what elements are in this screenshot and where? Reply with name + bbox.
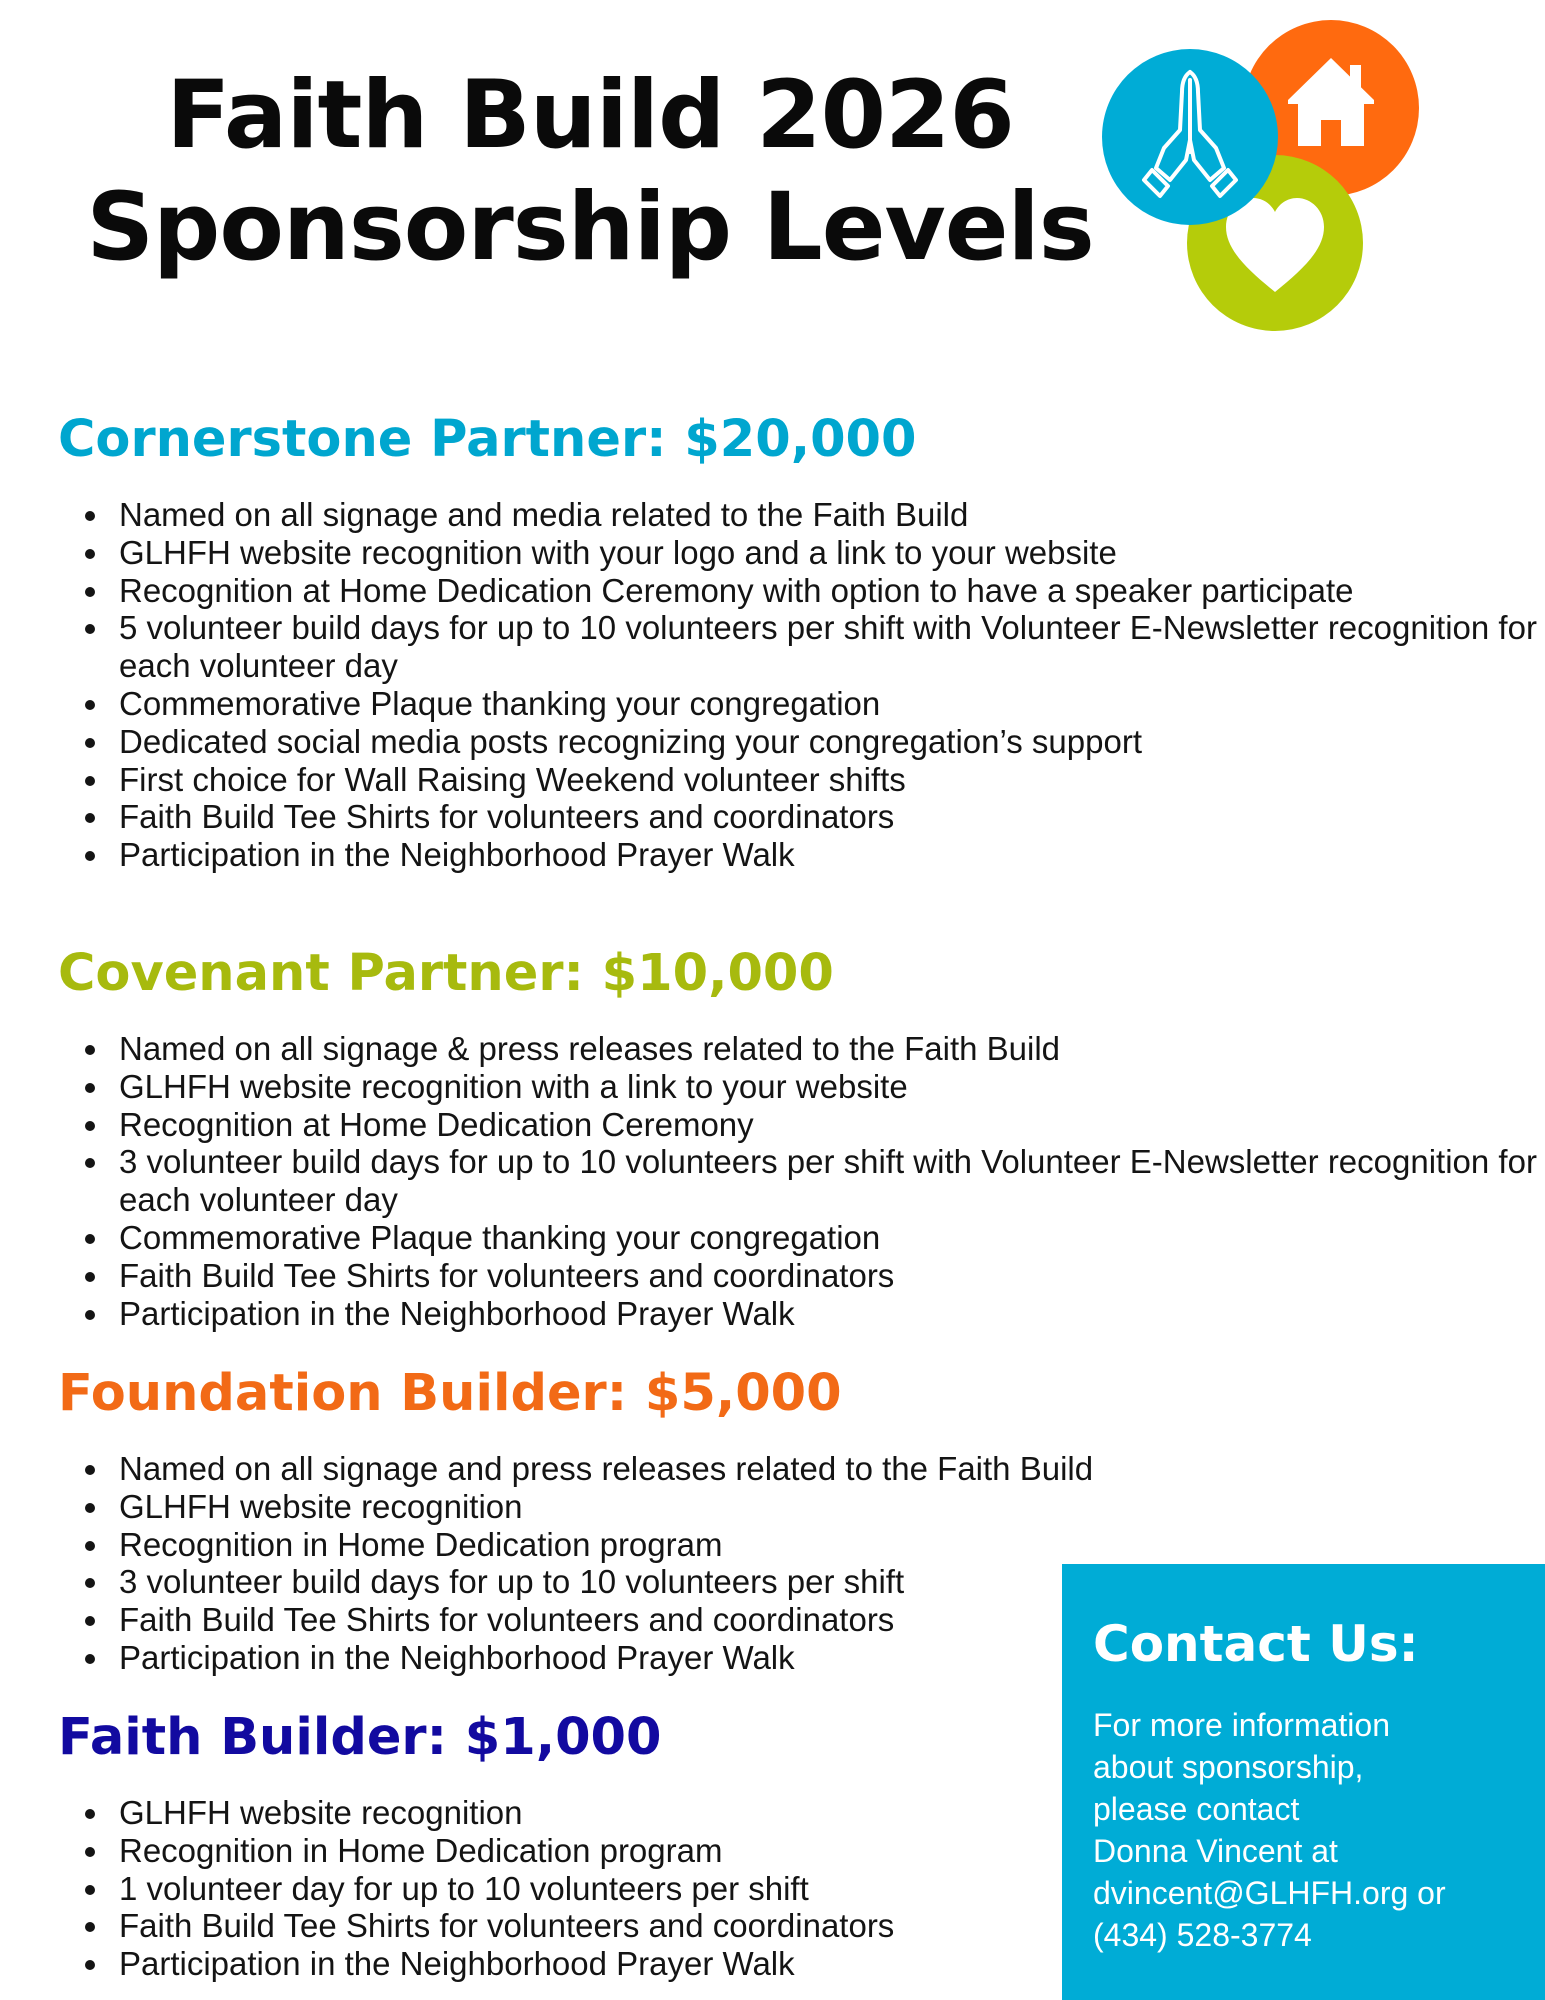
list-item: Dedicated social media posts recognizing your congregation’s support [58,723,1519,761]
list-item: Faith Build Tee Shirts for volunteers and coordinators [58,1907,1519,1945]
list-item: GLHFH website recognition with a link to your website [58,1068,1519,1106]
list-item: 3 volunteer build days for up to 10 volunteers per shift with Volunteer E-Newsletter recognition for each volunteer day [58,1143,1545,1219]
list-item: Recognition in Home Dedication program [58,1526,1519,1564]
list-item: Recognition in Home Dedication program [58,1832,1519,1870]
list-item: Faith Build Tee Shirts for volunteers and coordinators [58,1601,1519,1639]
title-line-1: Faith Build 2026 [166,61,1014,170]
list-item: Commemorative Plaque thanking your congregation [58,1219,1519,1257]
list-item: Named on all signage and media related to the Faith Build [58,496,1519,534]
tier-covenant [58,944,1545,1332]
contact-body [1093,1704,1545,1956]
list-item: 3 volunteer build days for up to 10 volunteers per shift [58,1563,1519,1601]
list-item: GLHFH website recognition [58,1794,1519,1832]
contact-line: about sponsorship, [1093,1749,1364,1785]
tier-cornerstone [58,410,1545,874]
contact-box [1062,1564,1545,2000]
list-item: Participation in the Neighborhood Prayer Walk [58,1945,1519,1983]
tier-heading: Faith Builder: $1,000 [58,1708,662,1767]
list-item: Participation in the Neighborhood Prayer Walk [58,1639,1519,1677]
list-item: Participation in the Neighborhood Prayer Walk [58,1295,1519,1333]
contact-line: please contact [1093,1791,1300,1827]
tier-heading: Foundation Builder: $5,000 [58,1364,842,1423]
list-item: Commemorative Plaque thanking your congregation [58,685,1519,723]
contact-name: Donna Vincent at [1093,1833,1338,1869]
list-item: GLHFH website recognition with your logo and a link to your website [58,534,1519,572]
tier-heading: Covenant Partner: $10,000 [58,944,834,1003]
list-item: GLHFH website recognition [58,1488,1519,1526]
list-item: Faith Build Tee Shirts for volunteers and coordinators [58,798,1519,836]
title-line-2: Sponsorship Levels [86,173,1094,282]
faith-build-logo [1098,20,1428,332]
contact-line: For more information [1093,1707,1390,1743]
list-item: Named on all signage & press releases related to the Faith Build [58,1030,1519,1068]
list-item: Recognition at Home Dedication Ceremony with option to have a speaker participate [58,572,1409,610]
tier-heading: Cornerstone Partner: $20,000 [58,410,917,469]
list-item: 1 volunteer day for up to 10 volunteers per shift [58,1870,1519,1908]
contact-phone[interactable]: (434) 528-3774 [1093,1917,1312,1953]
contact-email[interactable]: dvincent@GLHFH.org or [1093,1875,1446,1911]
page-header [0,60,1180,284]
list-item: Named on all signage and press releases related to the Faith Build [58,1450,1519,1488]
benefits-list [58,1030,1545,1332]
list-item: Faith Build Tee Shirts for volunteers and coordinators [58,1257,1519,1295]
benefits-list [58,496,1545,874]
praying-hands-icon [1102,49,1278,225]
list-item: 5 volunteer build days for up to 10 volunteers per shift with Volunteer E-Newsletter recognition for each volunteer day [58,609,1545,685]
contact-heading: Contact Us: [1093,1615,1419,1673]
list-item: Recognition at Home Dedication Ceremony [58,1106,1519,1144]
list-item: First choice for Wall Raising Weekend volunteer shifts [58,761,1519,799]
list-item: Participation in the Neighborhood Prayer Walk [58,836,1519,874]
